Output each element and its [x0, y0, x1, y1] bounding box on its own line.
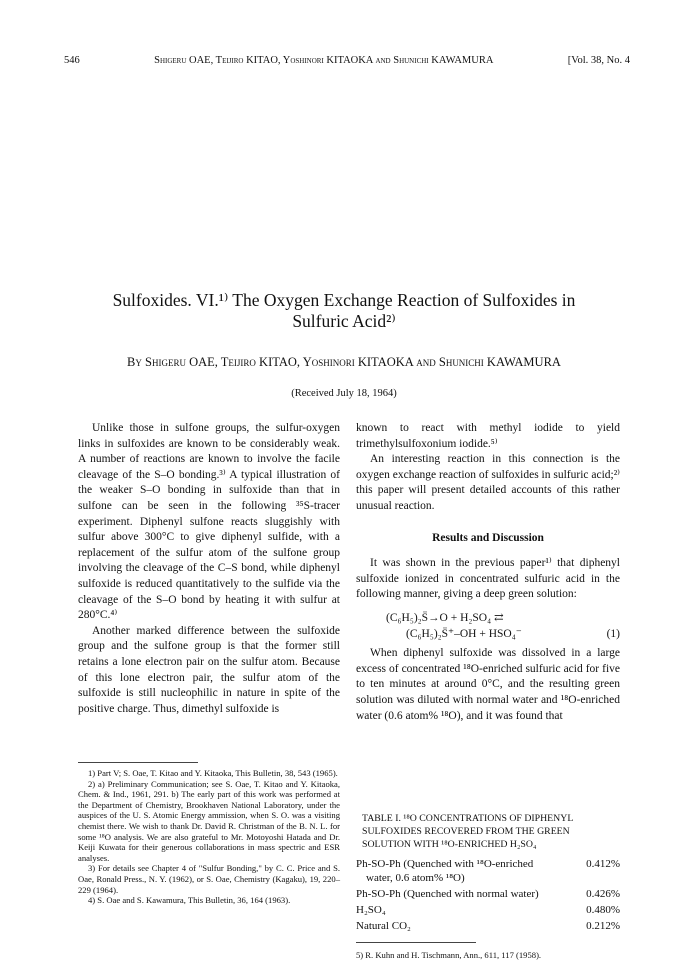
footnotes-left	[78, 768, 340, 906]
table-1	[356, 812, 620, 935]
equation-number: (1)	[606, 627, 620, 640]
footnote-3: 3) For details see Chapter 4 of "Sulfur Bonding," by C. C. Price and S. Oae, Ronald Press., N. Y. (1962), or S. Oae, Chemistry (Kagaku), 19, 220–229 (1964).	[78, 863, 340, 895]
paragraph-experiment: When diphenyl sulfoxide was dissolved in a large excess of concentrated ¹⁸O-enriched sulfuric acid for five to ten minutes at around 0°C, and the resulting green solution was diluted with normal water and ¹⁸O-enriched water (0.6 atom% ¹⁸O), and it was found that	[356, 647, 620, 722]
table-row	[356, 903, 620, 917]
paragraph-continued: known to react with methyl iodide to yield trimethylsulfoxonium iodide.⁵⁾	[356, 422, 620, 450]
volume-info: [Vol. 38, No. 4	[567, 55, 630, 66]
table-row	[356, 887, 620, 901]
paragraph-intro: Unlike those in sulfone groups, the sulfur-oxygen links in sulfoxides are known to be considerably weak. A number of reactions are known to involve the facile cleavage of the S–O bonding.³⁾ A typical illustration of the weaker S–O bonding in sulfoxide than that in sulfone can be seen in the following ³⁵S-tracer experiment. Diphenyl sulfone reacts sluggishly with sulfur above 300°C to give diphenyl sulfide, with a replacement of the sulfur atom of the sulfone group involving the cleavage of the C–S bond, while diphenyl sulfoxide is reduced quantitatively to the sulfide via the cleavage of the S–O bond by heating it with sulfur at 280°C.⁴⁾	[78, 422, 340, 622]
section-heading: Results and Discussion	[432, 531, 544, 544]
table-row	[356, 857, 620, 885]
table-row-label: Ph-SO-Ph (Quenched with ¹⁸O-enriched water, 0.6 atom% ¹⁸O)	[356, 858, 534, 884]
page-number: 546	[64, 55, 80, 66]
table-row-value: 0.480%	[586, 904, 620, 916]
equation-products: (C₆H₅)₂S̈⁺–OH + HSO₄⁻	[406, 627, 522, 640]
table-row-label: Ph-SO-Ph (Quenched with normal water)	[356, 888, 539, 900]
right-column	[356, 421, 620, 724]
table-row-value: 0.426%	[586, 888, 620, 900]
table-caption: TABLE I. ¹⁸O CONCENTRATIONS OF DIPHENYL SULFOXIDES RECOVERED FROM THE GREEN SOLUTION WITH ¹⁸O-ENRICHED H₂SO₄	[362, 813, 573, 850]
footnote-rule-right	[356, 942, 476, 943]
author-byline: By Shigeru OAE, Teijiro KITAO, Yoshinori KITAOKA and Shunichi KAWAMURA	[127, 355, 561, 369]
footnote-1: 1) Part V; S. Oae, T. Kitao and Y. Kitaoka, This Bulletin, 38, 543 (1965).	[88, 768, 338, 778]
table-row-label: Natural CO₂	[356, 920, 411, 932]
equation-line-1: (C₆H₅)₂S̈→O + H₂SO₄ ⇄	[386, 611, 504, 624]
footnote-4: 4) S. Oae and S. Kawamura, This Bulletin, 36, 164 (1963).	[88, 895, 291, 906]
received-date: (Received July 18, 1964)	[291, 388, 397, 399]
footnote-rule-left	[78, 762, 198, 763]
paragraph-previous: It was shown in the previous paper¹⁾ that diphenyl sulfoxide ionized in concentrated sulfuric acid in the following manner, giving a deep green solution:	[356, 557, 620, 601]
footnote-5: 5) R. Kuhn and H. Tischmann, Ann., 611, 117 (1958).	[356, 950, 542, 960]
table-row-value: 0.212%	[586, 920, 620, 932]
title-line-1: Sulfoxides. VI.¹⁾ The Oxygen Exchange Reaction of Sulfoxides in	[112, 290, 576, 310]
table-row	[356, 919, 620, 933]
equation-1	[356, 611, 620, 642]
running-header	[64, 55, 630, 66]
table-row-label: H₂SO₄	[356, 904, 386, 916]
equation-line-2	[356, 627, 620, 643]
paragraph-difference: Another marked difference between the sulfoxide group and the sulfone group is that the former still retains a lone electron pair on the sulfur atom. Because of this lone electron pair, the sulfur atom of the sulfoxide is still nucleophilic in nature in spite of the positive charge. Thus, dimethyl sulfoxide is	[78, 624, 340, 715]
paragraph-interesting: An interesting reaction in this connection is the oxygen exchange reaction of sulfoxides in sulfuric acid;²⁾ this paper will present detailed accounts of this rather unusual reaction.	[356, 453, 620, 512]
article-title	[60, 290, 628, 332]
footnote-2: 2) a) Preliminary Communication; see S. Oae, T. Kitao and Y. Kitaoka, Chem. & Ind., 1961, 291. b) The early part of this work was performed at the Department of Chemistry, Brookhaven National Laboratory, under the auspices of the U. S. Atomic Energy ammission, when S. O. was a visiting chemist there. We wish to thank Dr. David R. Christman of the B. N. L. for some ¹⁸O analysis. We are also grateful to Mr. Motoyoshi Hatada and Dr. Keiji Kuwata for their generous collaborations in mass spectric and ESR analyses.	[78, 778, 340, 863]
table-row-value: 0.412%	[586, 858, 620, 870]
title-line-2: Sulfuric Acid²⁾	[292, 311, 396, 331]
running-head-authors: Shigeru OAE, Teijiro KITAO, Yoshinori KITAOKA and Shunichi KAWAMURA	[154, 55, 494, 66]
left-column	[78, 421, 340, 717]
